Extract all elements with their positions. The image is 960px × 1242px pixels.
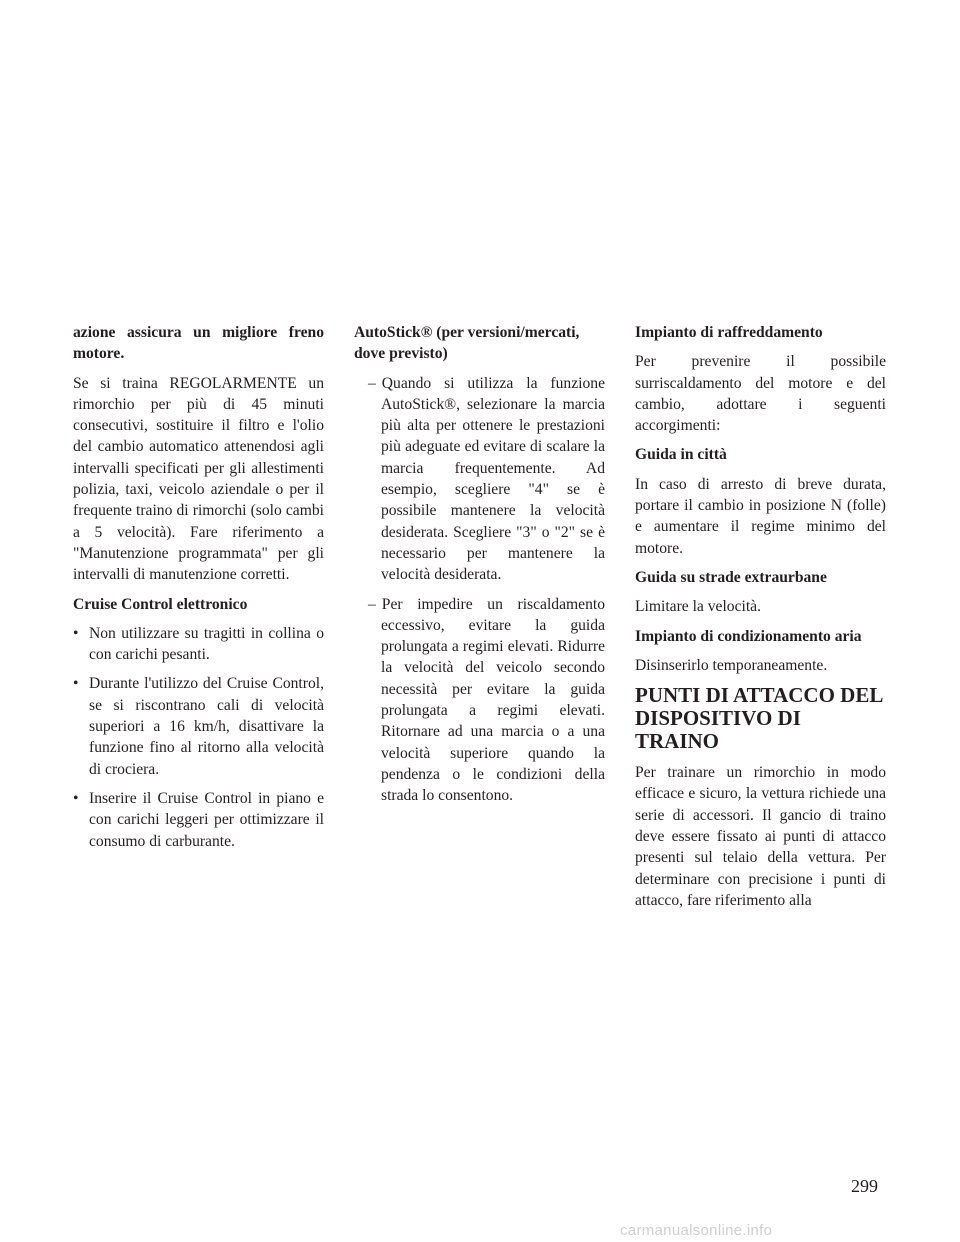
watermark: carmanualsonline.info <box>620 1222 773 1239</box>
bullet-icon: • <box>73 675 79 693</box>
heading-city-driving: Guida in città <box>635 446 727 464</box>
section-title <box>635 684 886 753</box>
list-item <box>354 373 605 586</box>
paragraph-highway-driving: Limitare la velocità. <box>635 598 761 616</box>
list-item-text: Inserire il Cruise Control in piano e con carichi leggeri per ottimizzare il consumo di carburante. <box>89 789 324 850</box>
section-title-line-1: PUNTI DI ATTACCO DEL <box>635 683 884 708</box>
list-item <box>73 623 324 666</box>
dash-icon: – <box>368 595 376 613</box>
paragraph-towing-maintenance: Se si traina REGOLARMENTE un rimorchio per più di 45 minuti consecutivi, sostituire il filtro e l'olio del cambio automatico attenendosi agli intervalli specificati per gli allestimenti polizia, taxi, veicolo aziendale o per il frequente traino di rimorchi (solo cambi a 5 velocità). Fare riferimento a "Manutenzione programmata" per gli intervalli di manutenzione corretti. <box>73 374 324 584</box>
heading-autostick: AutoStick® (per versioni/mercati, dove previsto) <box>354 324 580 363</box>
dash-icon: – <box>368 374 376 392</box>
list-item-text: Non utilizzare su tragitti in collina o con carichi pesanti. <box>89 624 324 664</box>
list-item <box>73 673 324 779</box>
list-item <box>73 788 324 852</box>
paragraph-continued: azione assicura un migliore freno motore. <box>73 324 324 363</box>
page-number: 299 <box>851 1176 878 1196</box>
bullet-icon: • <box>73 624 79 642</box>
column-right <box>635 322 886 919</box>
paragraph-air-conditioning: Disinserirlo temporaneamente. <box>635 656 828 674</box>
heading-highway-driving: Guida su strade extraurbane <box>635 568 827 586</box>
heading-cruise-control: Cruise Control elettronico <box>73 595 248 613</box>
list-item-text: Durante l'utilizzo del Cruise Control, se si riscontrano cali di velocità superiori a 16 km/h, disattivare la funzione fino al ritorno alla velocità di crociera. <box>89 675 324 778</box>
list-item-text: Per impedire un riscaldamento eccessivo, evitare la guida prolungata a regimi elevati. Ridurre la velocità del veicolo secondo necessità per evitare la guida prolungata a regimi elevati. Ritornare ad una marcia o a una velocità superiore quando la pendenza o le condizioni della strada lo consentono. <box>381 595 605 805</box>
column-left <box>73 322 324 860</box>
paragraph-city-driving: In caso di arresto di breve durata, portare il cambio in posizione N (folle) e aumentare il regime minimo del motore. <box>635 475 886 557</box>
list-item <box>354 594 605 807</box>
section-title-line-2: DISPOSITIVO DI TRAINO <box>635 706 801 754</box>
paragraph-cooling-system: Per prevenire il possibile surriscaldamento del motore e del cambio, adottare i seguenti accorgimenti: <box>635 353 886 435</box>
column-middle <box>354 322 605 815</box>
heading-air-conditioning: Impianto di condizionamento aria <box>635 627 862 645</box>
heading-cooling-system: Impianto di raffreddamento <box>635 324 823 341</box>
bullet-icon: • <box>73 789 79 807</box>
list-item-text: Quando si utilizza la funzione AutoStick®, selezionare la marcia più alta per ottenere le prestazioni più adeguate ed evitare di scalare la marcia frequentemente. Ad esempio, scegliere "4" se è possibile mantenere la velocità desiderata. Scegliere "3" o "2" se è necessario per mantenere la velocità desiderata. <box>381 374 605 584</box>
paragraph-attachment-points: Per trainare un rimorchio in modo efficace e sicuro, la vettura richiede una serie di accessori. Il gancio di traino deve essere fissato ai punti di attacco presenti sul telaio della vettura. Per determinare con precisione i punti di attacco, fare riferimento alla <box>635 764 886 909</box>
